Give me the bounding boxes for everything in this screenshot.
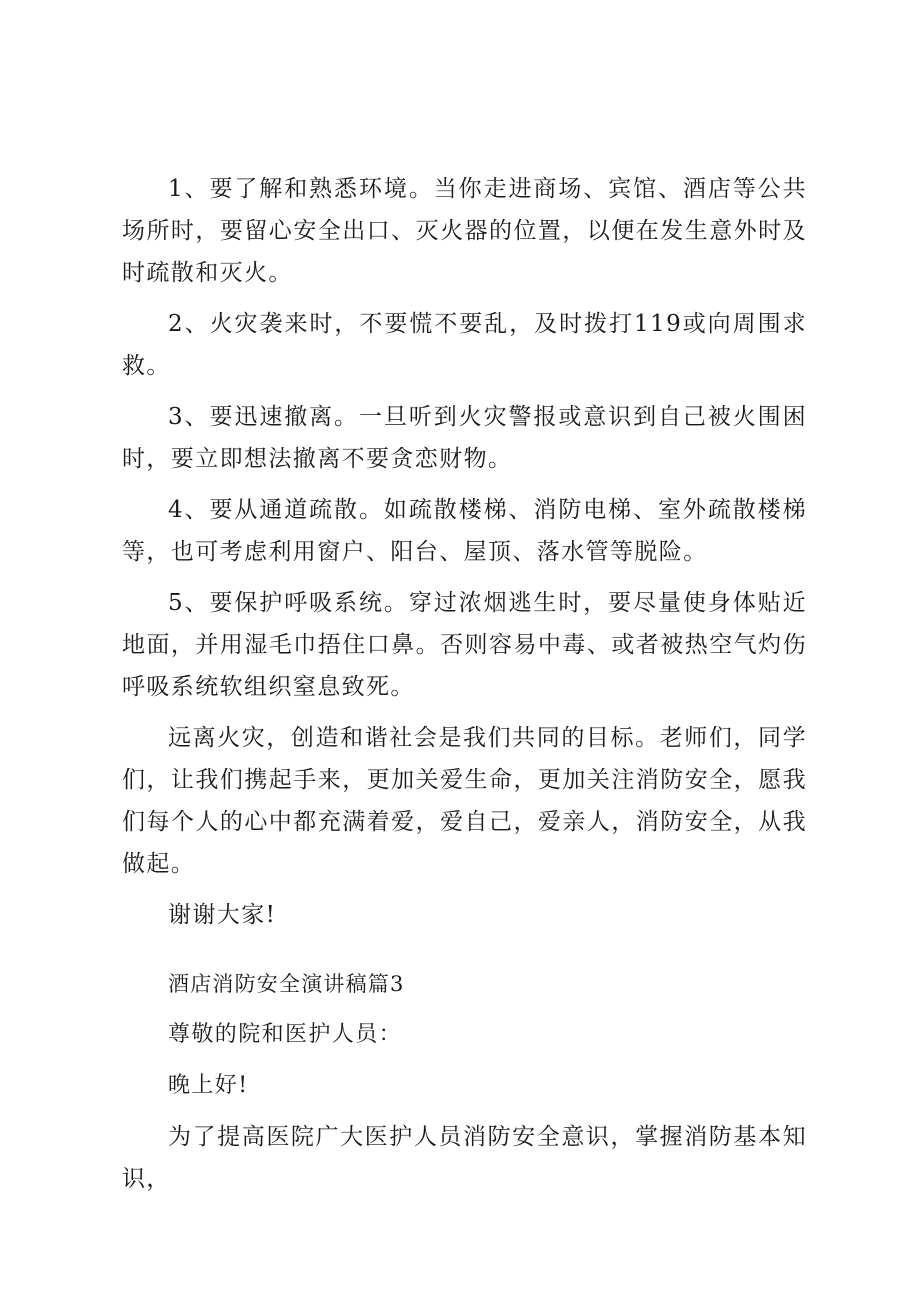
opening-line: 为了提高医院广大医护人员消防安全意识，掌握消防基本知识， [122,1124,807,1192]
paragraph-2: 2、火灾袭来时，不要慌不要乱，及时拨打119或向周围求救。 [122,311,807,379]
paragraph-4: 4、要从通道疏散。如疏散楼梯、消防电梯、室外疏散楼梯等，也可考虑利用窗户、阳台、屋顶、落水管等脱险。 [122,497,807,565]
paragraph-1: 1、要了解和熟悉环境。当你走进商场、宾馆、酒店等公共场所时，要留心安全出口、灭火器的位置，以便在发生意外时及时疏散和灭火。 [122,176,807,286]
section-title: 酒店消防安全演讲稿篇3 [168,972,405,996]
paragraph-6: 远离火灾，创造和谐社会是我们共同的目标。老师们，同学们，让我们携起手来，更加关爱生命，更加关注消防安全，愿我们每个人的心中都充满着爱，爱自己，爱亲人，消防安全，从我做起。 [122,725,807,877]
salutation: 尊敬的院和医护人员： [168,1022,403,1047]
paragraph-3: 3、要迅速撤离。一旦听到火灾警报或意识到自己被火围困时，要立即想法撤离不要贪恋财物。 [122,404,807,472]
paragraph-5: 5、要保护呼吸系统。穿过浓烟逃生时，要尽量使身体贴近地面，并用湿毛巾捂住口鼻。否则容易中毒、或者被热空气灼伤呼吸系统软组织窒息致死。 [122,590,807,700]
document-body [122,168,807,1209]
closing-thanks: 谢谢大家! [168,902,277,928]
greeting: 晚上好! [168,1073,249,1098]
